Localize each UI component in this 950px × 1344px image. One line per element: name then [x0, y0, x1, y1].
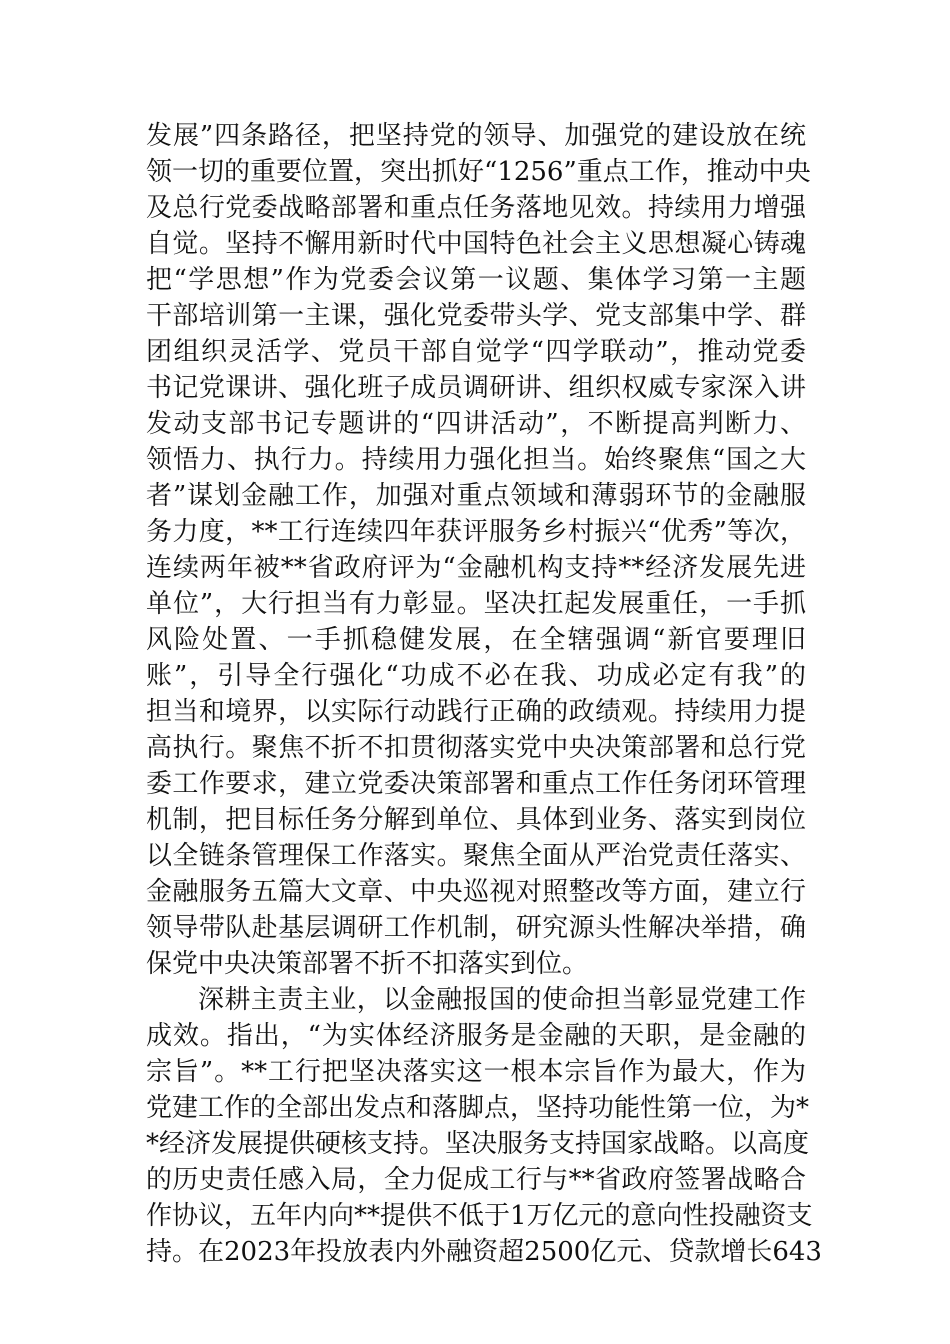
paragraph-1-line-8: 书记党课讲、强化班子成员调研讲、组织权威专家深入讲: [146, 373, 806, 403]
paragraph-1-line-17: 担当和境界，以实际行动践行正确的政绩观。持续用力提: [146, 697, 806, 727]
paragraph-2-line-2: 成效。指出，“为实体经济服务是金融的天职，是金融的: [146, 1021, 806, 1051]
paragraph-1-line-1: 发展”四条路径，把坚持党的领导、加强党的建设放在统: [146, 121, 806, 151]
paragraph-2-line-5: *经济发展提供硬核支持。坚决服务支持国家战略。以高度: [146, 1129, 810, 1159]
paragraph-2-line-6: 的历史责任感入局，全力促成工行与**省政府签署战略合: [146, 1165, 806, 1195]
paragraph-1-line-18: 高执行。聚焦不折不扣贯彻落实党中央决策部署和总行党: [146, 733, 806, 763]
paragraph-1-line-10: 领悟力、执行力。持续用力强化担当。始终聚焦“国之大: [146, 445, 806, 475]
paragraph-1-line-16: 账”，引导全行强化“功成不必在我、功成必定有我”的: [146, 661, 806, 691]
paragraph-1-line-7: 团组织灵活学、党员干部自觉学“四学联动”，推动党委: [146, 337, 806, 367]
paragraph-2-line-8: 持。在2023年投放表内外融资超2500亿元、贷款增长643: [146, 1237, 822, 1267]
paragraph-2-line-3: 宗旨”。**工行把坚决落实这一根本宗旨作为最大，作为: [146, 1057, 806, 1087]
paragraph-1-line-20: 机制，把目标任务分解到单位、具体到业务、落实到岗位: [146, 805, 806, 835]
paragraph-1-line-12: 务力度，**工行连续四年获评服务乡村振兴“优秀”等次，: [146, 517, 806, 547]
paragraph-1-line-21: 以全链条管理保工作落实。聚焦全面从严治党责任落实、: [146, 841, 806, 871]
paragraph-1-line-15: 风险处置、一手抓稳健发展，在全辖强调“新官要理旧: [146, 625, 806, 655]
paragraph-1-line-3: 及总行党委战略部署和重点任务落地见效。持续用力增强: [146, 193, 806, 223]
paragraph-1-line-11: 者”谋划金融工作，加强对重点领域和薄弱环节的金融服: [146, 481, 806, 511]
paragraph-1-line-13: 连续两年被**省政府评为“金融机构支持**经济发展先进: [146, 553, 806, 583]
paragraph-2-line-7: 作协议，五年内向**提供不低于1万亿元的意向性投融资支: [146, 1201, 813, 1231]
paragraph-1-line-2: 领一切的重要位置，突出抓好“1256”重点工作，推动中央: [146, 157, 811, 187]
paragraph-1-line-6: 干部培训第一主课，强化党委带头学、党支部集中学、群: [146, 301, 806, 331]
paragraph-1-line-19: 委工作要求，建立党委决策部署和重点工作任务闭环管理: [146, 769, 806, 799]
paragraph-1-line-22: 金融服务五篇大文章、中央巡视对照整改等方面，建立行: [146, 877, 806, 907]
paragraph-2-line-4: 党建工作的全部出发点和落脚点，坚持功能性第一位，为*: [146, 1093, 810, 1123]
paragraph-1-line-9: 发动支部书记专题讲的“四讲活动”，不断提高判断力、: [146, 409, 806, 439]
paragraph-1-line-5: 把“学思想”作为党委会议第一议题、集体学习第一主题: [146, 265, 806, 295]
paragraph-1-line-4: 自觉。坚持不懈用新时代中国特色社会主义思想凝心铸魂: [146, 229, 806, 259]
paragraph-1-line-23: 领导带队赴基层调研工作机制，研究源头性解决举措，确: [146, 913, 806, 943]
paragraph-1-line-14: 单位”，大行担当有力彰显。坚决扛起发展重任，一手抓: [146, 589, 806, 619]
paragraph-2-line-1: 深耕主责主业，以金融报国的使命担当彰显党建工作: [198, 985, 806, 1015]
paragraph-1-line-24: 保党中央决策部署不折不扣落实到位。: [146, 949, 589, 979]
